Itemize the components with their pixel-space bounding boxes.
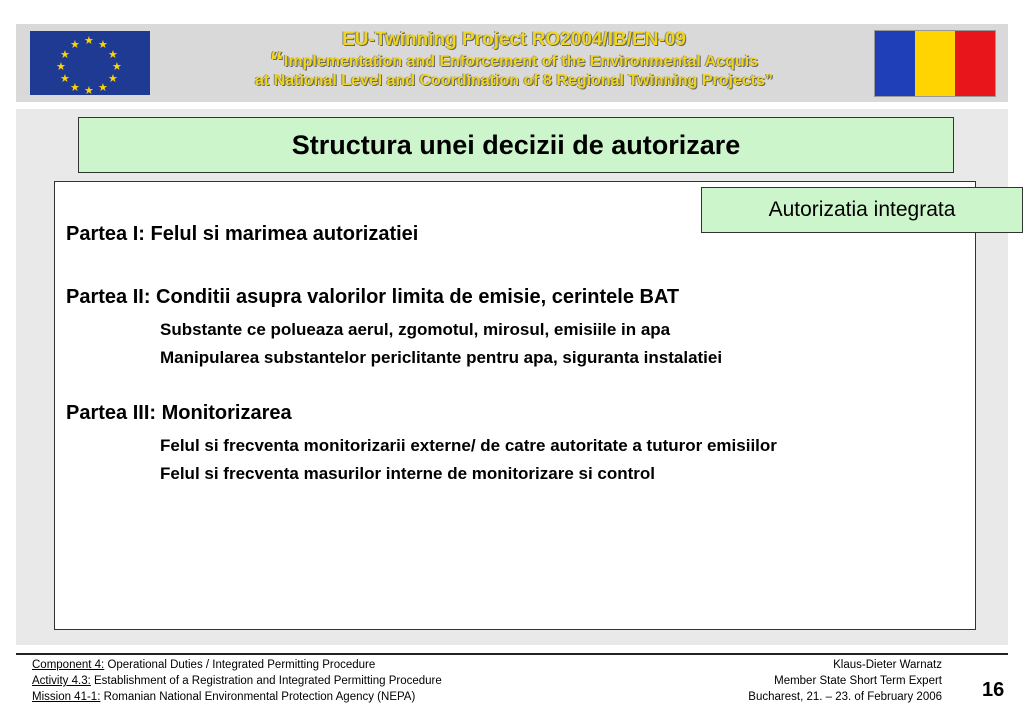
eu-star-icon: ★ <box>60 48 70 61</box>
project-title <box>164 28 864 90</box>
eu-star-icon: ★ <box>84 84 94 95</box>
eu-star-icon: ★ <box>98 81 108 94</box>
part-1-heading: Partea I: Felul si marimea autorizatiei <box>66 223 419 245</box>
page-number: 16 <box>982 679 1005 701</box>
footer-divider <box>16 653 1008 655</box>
footer-right <box>748 657 942 705</box>
open-quote: “ <box>269 45 284 76</box>
footer-author: Klaus-Dieter Warnatz <box>833 659 942 671</box>
project-title-line1: EU-Twinning Project RO2004/IB/EN-09 <box>342 29 686 50</box>
part-3-item: Felul si frecventa masurilor interne de monitorizare si control <box>160 464 656 483</box>
part-2-item: Manipularea substantelor periclitante pentru apa, siguranta instalatiei <box>160 348 723 367</box>
flag-stripe-red <box>955 31 995 96</box>
project-title-line3: at National Level and Coordination of 8 Regional Twinning Projects” <box>255 72 773 89</box>
eu-star-icon: ★ <box>108 48 118 61</box>
footer-component: Component 4: Operational Duties / Integrated Permitting Procedure <box>32 659 376 671</box>
footer-mission: Mission 41-1: Romanian National Environmental Protection Agency (NEPA) <box>32 691 416 703</box>
eu-star-icon: ★ <box>112 60 122 73</box>
eu-star-icon: ★ <box>70 81 80 94</box>
eu-star-icon: ★ <box>84 34 94 47</box>
eu-star-icon: ★ <box>98 38 108 51</box>
part-3-item: Felul si frecventa monitorizarii externe/ de catre autoritate a tuturor emisiilor <box>160 436 777 455</box>
footer-activity: Activity 4.3: Establishment of a Registration and Integrated Permitting Procedure <box>32 675 442 687</box>
slide-title: Structura unei decizii de autorizare <box>78 117 954 173</box>
eu-star-icon: ★ <box>70 38 80 51</box>
footer-left <box>32 657 442 705</box>
header-banner <box>16 24 1008 102</box>
part-2-item: Substante ce polueaza aerul, zgomotul, mirosul, emisiile in apa <box>160 320 671 339</box>
romania-flag-logo <box>874 30 996 97</box>
flag-stripe-yellow <box>915 31 955 96</box>
integrated-permit-tag: Autorizatia integrata <box>701 187 1023 233</box>
eu-star-icon: ★ <box>108 72 118 85</box>
part-3-heading: Partea III: Monitorizarea <box>66 402 292 424</box>
eu-flag-logo <box>30 31 150 95</box>
flag-stripe-blue <box>875 31 915 96</box>
project-title-line2: Implementation and Enforcement of the Environmental Acquis <box>283 53 759 70</box>
footer-role: Member State Short Term Expert <box>774 675 942 687</box>
part-2-heading: Partea II: Conditii asupra valorilor limita de emisie, cerintele BAT <box>66 286 680 308</box>
eu-star-icon: ★ <box>60 72 70 85</box>
footer-date: Bucharest, 21. – 23. of February 2006 <box>748 691 942 703</box>
eu-star-icon: ★ <box>56 60 66 73</box>
